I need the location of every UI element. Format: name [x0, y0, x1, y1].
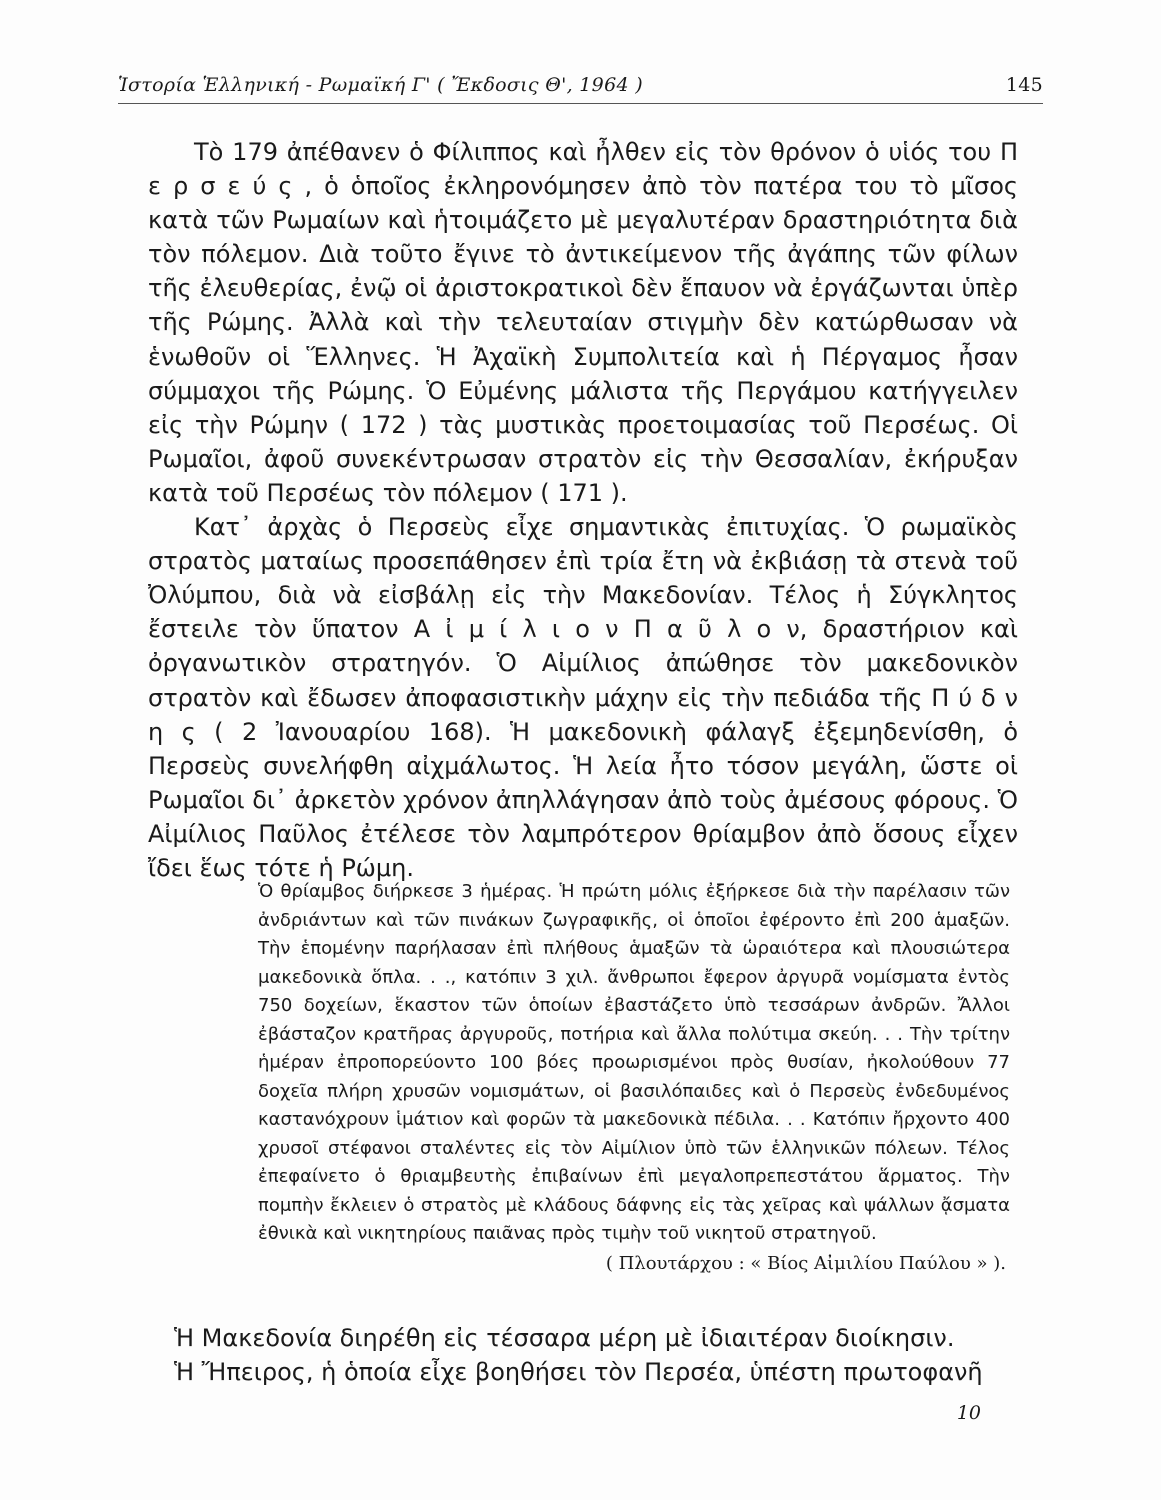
running-head: [118, 70, 1043, 104]
paragraph-aemilius: Κατ᾽ ἀρχὰς ὁ Περσεὺς εἶχε σημαντικὰς ἐπιτυχίας. Ὁ ρωμαϊκὸς στρατὸς ματαίως προσεπάθησεν ἐπὶ τρία ἔτη νὰ ἐκβιάσῃ τὰ στενὰ τοῦ Ὀλύμπου, διὰ νὰ εἰσβάλῃ εἰς τὴν Μακεδονίαν. Τέλος ἡ Σύγκλητος ἔστειλε τὸν ὕπατον Α ἰ μ ί λ ι ο ν Π α ῦ λ ο ν, δραστήριον καὶ ὀργανωτικὸν στρατηγόν. Ὁ Αἰμίλιος ἀπώθησε τὸν μακεδονικὸν στρατὸν καὶ ἔδωσεν ἀποφασιστικὴν μάχην εἰς τὴν πεδιάδα τῆς Π ύ δ ν η ς ( 2 Ἰανουαρίου 168). Ἡ μακεδονικὴ φάλαγξ ἐξεμηδενίσθη, ὁ Περσεὺς συνελήφθη αἰχμάλωτος. Ἡ λεία ἦτο τόσον μεγάλη, ὥστε οἱ Ρωμαῖοι δι᾽ ἀρκετὸν χρόνον ἀπηλλάγησαν ἀπὸ τοὺς ἀμέσους φόρους. Ὁ Αἰμίλιος Παῦλος ἐτέλεσε τὸν λαμπρότερον θρίαμβον ἀπὸ ὅσους εἶχεν ἴδει ἕως τότε ἡ Ρώμη.: [148, 513, 1018, 882]
header-rule: [118, 103, 1043, 104]
page-number: 145: [1005, 74, 1043, 96]
continuation-text: [174, 1321, 1020, 1389]
triumph-footnote: [258, 878, 1010, 1278]
book-title: Ἱστορία Ἑλληνική - Ρωμαϊκή Γ' ( Ἔκδοσις Θ', 1964 ): [118, 74, 643, 96]
footnote-source: ( Πλουτάρχου : « Βίος Αἰμιλίου Παύλου » ).: [605, 1252, 1006, 1274]
footnote-text: Ὁ θρίαμβος διήρκεσε 3 ἡμέρας. Ἡ πρώτη μόλις ἐξήρκεσε διὰ τὴν παρέλασιν τῶν ἀνδριάντων καὶ τῶν πινάκων ζωγραφικῆς, οἱ ὁποῖοι ἐφέροντο ἐπὶ 200 ἁμαξῶν. Τὴν ἑπομένην παρήλασαν ἐπὶ πλήθους ἁμαξῶν τὰ ὡραιότερα καὶ πλουσιώτερα μακεδονικὰ ὅπλα. . ., κατόπιν 3 χιλ. ἄνθρωποι ἔφερον ἀργυρᾶ νομίσματα ἐντὸς 750 δοχείων, ἕκαστον τῶν ὁποίων ἐβαστάζετο ὑπὸ τεσσάρων ἀνδρῶν. Ἄλλοι ἐβάσταζον κρατῆρας ἀργυροῦς, ποτήρια καὶ ἄλλα πολύτιμα σκεύη. . . Τὴν τρίτην ἡμέραν ἐπροπορεύοντο 100 βόες προωρισμένοι πρὸς θυσίαν, ἠκολούθουν 77 δοχεῖα πλήρη χρυσῶν νομισμάτων, οἱ βασιλόπαιδες καὶ ὁ Περσεὺς ἐνδεδυμένος καστανόχρουν ἱμάτιον καὶ φορῶν τὰ μακεδονικὰ πέδιλα. . . Κατόπιν ἤρχοντο 400 χρυσοῖ στέφανοι σταλέντες εἰς τὸν Αἰμίλιον ὑπὸ τῶν ἑλληνικῶν πόλεων. Τέλος ἐπεφαίνετο ὁ θριαμβευτὴς ἐπιβαίνων ἐπὶ μεγαλοπρεπεστάτου ἅρματος. Τὴν πομπὴν ἔκλειεν ὁ στρατὸς μὲ κλάδους δάφνης εἰς τὰς χεῖρας καὶ ψάλλων ᾄσματα ἐθνικὰ καὶ νικητηρίους παιᾶνας πρὸς τιμὴν τοῦ νικητοῦ στρατηγοῦ.: [258, 881, 1010, 1244]
signature-mark: 10: [956, 1402, 981, 1424]
continuation-line-1: Ἡ Μακεδονία διηρέθη εἰς τέσσαρα μέρη μὲ ἰδιαιτέραν διοίκησιν.: [174, 1324, 955, 1352]
continuation-line-2: Ἡ Ἤπειρος, ἡ ὁποία εἶχε βοηθήσει τὸν Περσέα, ὑπέστη πρωτοφανῆ: [174, 1358, 983, 1387]
main-text: [148, 135, 1018, 885]
paragraph-perseus: Τὸ 179 ἀπέθανεν ὁ Φίλιππος καὶ ἦλθεν εἰς τὸν θρόνον ὁ υἱός του Π ε ρ σ ε ύ ς , ὁ ὁποῖος ἐκληρονόμησεν ἀπὸ τὸν πατέρα του τὸ μῖσος κατὰ τῶν Ρωμαίων καὶ ἡτοιμάζετο μὲ μεγαλυτέραν δραστηριότητα διὰ τὸν πόλεμον. Διὰ τοῦτο ἔγινε τὸ ἀντικείμενον τῆς ἀγάπης τῶν φίλων τῆς ἐλευθερίας, ἐνῷ οἱ ἀριστοκρατικοὶ δὲν ἔπαυον νὰ ἐργάζωνται ὑπὲρ τῆς Ρώμης. Ἀλλὰ καὶ τὴν τελευταίαν στιγμὴν δὲν κατώρθωσαν νὰ ἑνωθοῦν οἱ Ἕλληνες. Ἡ Ἀχαϊκὴ Συμπολιτεία καὶ ἡ Πέργαμος ἦσαν σύμμαχοι τῆς Ρώμης. Ὁ Εὐμένης μάλιστα τῆς Περγάμου κατήγγειλεν εἰς τὴν Ρώμην ( 172 ) τὰς μυστικὰς προετοιμασίας τοῦ Περσέως. Οἱ Ρωμαῖοι, ἀφοῦ συνεκέντρωσαν στρατὸν εἰς τὴν Θεσσαλίαν, ἐκήρυξαν κατὰ τοῦ Περσέως τὸν πόλεμον ( 171 ).: [148, 138, 1018, 507]
